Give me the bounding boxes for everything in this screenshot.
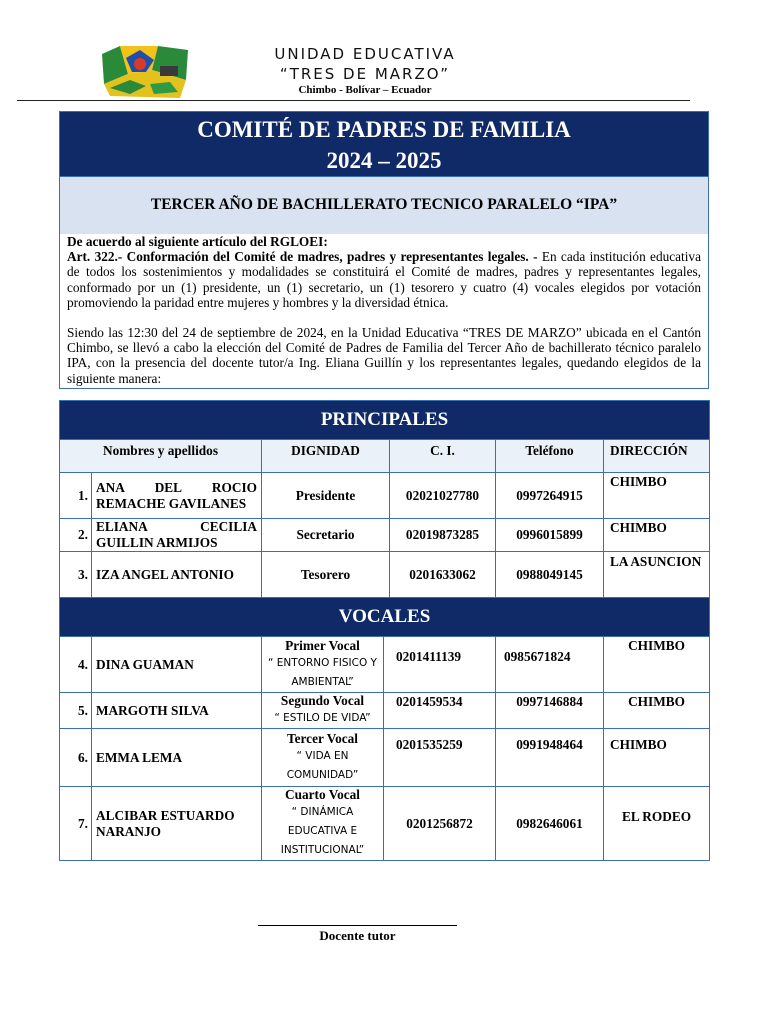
member-name: ELIANA CECILIA GUILLIN ARMIJOS <box>92 519 262 552</box>
member-name: DINA GUAMAN <box>92 637 262 693</box>
member-role: Secretario <box>262 519 390 552</box>
signature-label: Docente tutor <box>319 928 396 943</box>
column-header-role: DIGNIDAD <box>262 440 390 473</box>
school-location: Chimbo - Bolívar – Ecuador <box>298 84 432 96</box>
row-number: 1. <box>60 473 92 519</box>
committee-title-box <box>59 111 709 234</box>
header-divider <box>17 100 690 101</box>
member-address: CHIMBO <box>604 693 710 729</box>
member-role-cell <box>262 787 384 861</box>
member-role: Tercer Vocal <box>286 730 359 746</box>
row-number: 6. <box>60 729 92 787</box>
table-row <box>60 519 710 552</box>
member-name: IZA ANGEL ANTONIO <box>92 552 262 598</box>
member-role-cell <box>262 729 384 787</box>
member-role: Presidente <box>262 473 390 519</box>
member-ci: 0201256872 <box>384 787 496 861</box>
table-row <box>60 787 710 861</box>
principales-section <box>59 400 709 598</box>
member-commission: “ ENTORNO FISICO Y AMBIENTAL” <box>268 656 377 688</box>
table-row <box>60 693 710 729</box>
member-role-cell <box>262 637 384 693</box>
member-ci: 0201535259 <box>384 729 496 787</box>
member-phone: 0996015899 <box>496 519 604 552</box>
election-minutes: Siendo las 12:30 del 24 de septiembre de 2024, en la Unidad Educativa “TRES DE MARZO” ubicada en el Cantón Chimbo, se llevó a cabo la elección del Comité de Padres de Familia del Tercer Año de bachillerato técnico paralelo IPA, con la presencia del docente tutor/a Ing. Eliana Guillín y los representantes legales, quedando elegidos de la siguiente manera: <box>67 325 701 386</box>
member-commission: “ DINÁMICA EDUCATIVA E INSTITUCIONAL” <box>280 806 365 856</box>
member-phone: 0997146884 <box>496 693 604 729</box>
article-heading: Art. 322.- Conformación del Comité de madres, padres y representantes legales. - <box>67 249 538 265</box>
member-name: ANA DEL ROCIO REMACHE GAVILANES <box>92 473 262 519</box>
member-phone: 0985671824 <box>496 637 604 693</box>
article-section <box>59 234 709 389</box>
member-address: CHIMBO <box>604 473 710 519</box>
row-number: 7. <box>60 787 92 861</box>
member-ci: 0201633062 <box>390 552 496 598</box>
row-number: 5. <box>60 693 92 729</box>
column-header-phone: Teléfono <box>496 440 604 473</box>
row-number: 2. <box>60 519 92 552</box>
member-name: EMMA LEMA <box>92 729 262 787</box>
member-role: Segundo Vocal <box>280 693 365 708</box>
vocales-section <box>59 597 709 861</box>
row-number: 3. <box>60 552 92 598</box>
table-row <box>60 729 710 787</box>
school-name-line2: “TRES DE MARZO” <box>279 65 451 83</box>
member-role: Tesorero <box>262 552 390 598</box>
member-name: MARGOTH SILVA <box>92 693 262 729</box>
member-commission: “ VIDA EN COMUNIDAD” <box>286 749 359 781</box>
article-intro: De acuerdo al siguiente artículo del RGLOEI: <box>67 234 328 249</box>
row-number: 4. <box>60 637 92 693</box>
member-address: CHIMBO <box>604 519 710 552</box>
member-ci: 0201459534 <box>384 693 496 729</box>
committee-subtitle: TERCER AÑO DE BACHILLERATO TECNICO PARALELO “IPA” <box>60 176 708 234</box>
school-title <box>220 44 510 97</box>
principales-title: PRINCIPALES <box>60 401 710 440</box>
column-header-name: Nombres y apellidos <box>60 440 262 473</box>
member-role-cell <box>262 693 384 729</box>
member-phone: 0991948464 <box>496 729 604 787</box>
member-phone: 0988049145 <box>496 552 604 598</box>
school-crest-icon <box>100 44 192 100</box>
committee-period: 2024 – 2025 <box>326 148 442 173</box>
member-address: CHIMBO <box>604 729 710 787</box>
committee-title: COMITÉ DE PADRES DE FAMILIA <box>197 117 571 142</box>
member-commission: “ ESTILO DE VIDA” <box>274 712 371 724</box>
principales-table <box>59 400 710 598</box>
member-address: LA ASUNCION <box>604 552 710 598</box>
school-name-line1: UNIDAD EDUCATIVA <box>274 45 456 63</box>
member-role: Cuarto Vocal <box>285 787 360 802</box>
article-body: En cada institución educativa de todos los sostenimientos y modalidades se constituirá el Comité de madres, padres y representantes legales, conformado por un (1) presidente, un (1) secretario, un (1) tesorero y cuatro (4) vocales elegidos por votación promoviendo la paridad entre mujeres y hombres y la diversidad étnica. <box>67 249 701 310</box>
committee-title-banner <box>60 112 708 176</box>
table-row <box>60 637 710 693</box>
member-address: CHIMBO <box>604 637 710 693</box>
member-ci: 0201411139 <box>384 637 496 693</box>
member-ci: 02021027780 <box>390 473 496 519</box>
member-role: Primer Vocal <box>285 637 360 653</box>
member-phone: 0982646061 <box>496 787 604 861</box>
member-phone: 0997264915 <box>496 473 604 519</box>
signature-line <box>258 925 457 926</box>
vocales-title: VOCALES <box>60 598 710 637</box>
table-row <box>60 473 710 519</box>
column-header-ci: C. I. <box>390 440 496 473</box>
table-row <box>60 552 710 598</box>
member-ci: 02019873285 <box>390 519 496 552</box>
vocales-table <box>59 597 710 861</box>
column-header-address: DIRECCIÓN <box>604 440 710 473</box>
member-address: EL RODEO <box>604 787 710 861</box>
member-name: ALCIBAR ESTUARDO NARANJO <box>92 787 262 861</box>
